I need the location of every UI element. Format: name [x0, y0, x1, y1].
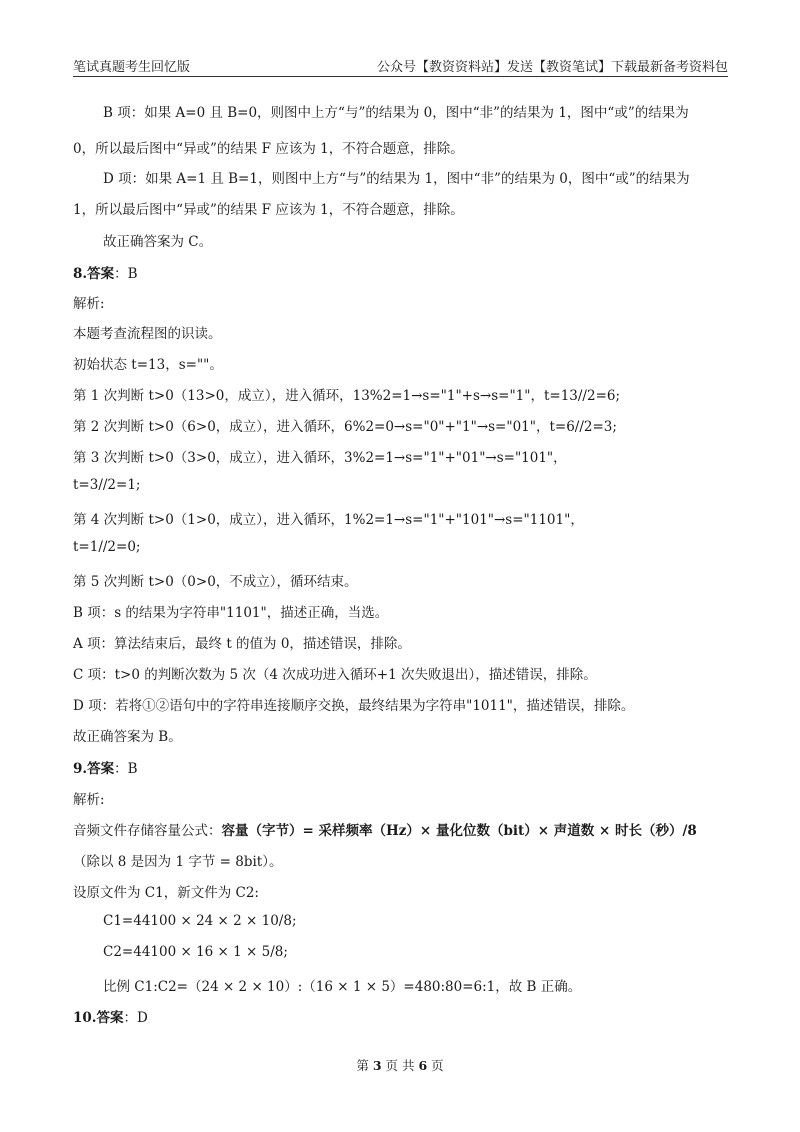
q9-answer-line [73, 757, 138, 777]
q9-ratio: 比例 C1:C2=（24 × 2 × 10）:（16 × 1 × 5）=480:80=6:1，故 B 正确。 [103, 979, 582, 995]
q9-number: 9.答案 [73, 761, 115, 777]
q9-formula-prefix: 音频文件存储容量公式： [73, 823, 222, 839]
q9-formula-note: （除以 8 是因为 1 字节 = 8bit）。 [73, 854, 283, 870]
q10-answer-line [73, 1006, 148, 1026]
q7-d-line-2: 1，所以最后图中“异或”的结果 F 应该为 1，不符合题意，排除。 [73, 202, 464, 218]
q8-answer-line [73, 262, 138, 282]
q8-line-7: 第 4 次判断 t>0（1>0，成立），进入循环，1%2=1→s="1"+"101"→s="1101"， [73, 512, 584, 528]
q7-b-line-2: 0，所以最后图中“异或”的结果 F 应该为 1，不符合题意，排除。 [73, 141, 464, 157]
footer-post: 页 [427, 1058, 444, 1073]
footer-total-pages: 6 [418, 1058, 428, 1073]
page-header [73, 56, 728, 77]
q7-d-line-1: D 项：如果 A=1 且 B=1，则图中上方“与”的结果为 1，图中“非”的结果为 0，图中“或”的结果为 [103, 171, 690, 187]
q9-formula: 容量（字节）= 采样频率（Hz）× 量化位数（bit）× 声道数 × 时长（秒）/8 [221, 823, 697, 839]
q8-line-13: D 项：若将①②语句中的字符串连接顺序交换，最终结果为字符串"1011"，描述错误，排除。 [73, 698, 635, 714]
q8-line-6: t=3//2=1; [73, 477, 141, 493]
page-footer [0, 1056, 800, 1074]
q10-answer: ：D [123, 1010, 148, 1026]
q9-setup: 设原文件为 C1，新文件为 C2: [73, 885, 259, 901]
q10-number: 10.答案 [73, 1010, 124, 1026]
q8-line-3: 第 1 次判断 t>0（13>0，成立），进入循环，13%2=1→s="1"+s→s="1"，t=13//2=6; [73, 388, 621, 404]
footer-page-number: 3 [372, 1058, 382, 1073]
q9-answer: ：B [114, 761, 138, 777]
q8-line-1: 本题考查流程图的识读。 [73, 326, 222, 342]
q9-analysis-label: 解析: [73, 792, 105, 808]
header-left-text: 笔试真题考生回忆版 [73, 60, 191, 75]
q9-formula-line [73, 819, 697, 839]
q9-c1: C1=44100 × 24 × 2 × 10/8; [103, 913, 297, 929]
q8-line-12: C 项：t>0 的判断次数为 5 次（4 次成功进入循环+1 次失败退出），描述错误，排除。 [73, 667, 597, 683]
q8-analysis-label: 解析: [73, 296, 105, 312]
q8-line-14: 故正确答案为 B。 [73, 729, 182, 745]
q8-line-10: B 项：s 的结果为字符串"1101"，描述正确，当选。 [73, 605, 389, 621]
q9-c2: C2=44100 × 16 × 1 × 5/8; [103, 944, 288, 960]
q8-line-11: A 项：算法结束后，最终 t 的值为 0，描述错误，排除。 [73, 636, 411, 652]
footer-pre: 第 [356, 1058, 373, 1073]
q8-line-8: t=1//2=0; [73, 539, 141, 555]
q8-line-2: 初始状态 t=13，s=""。 [73, 357, 223, 373]
q8-line-9: 第 5 次判断 t>0（0>0，不成立），循环结束。 [73, 574, 358, 590]
header-right-text: 公众号【教资资料站】发送【教资笔试】下载最新备考资料包 [376, 60, 728, 75]
q7-b-line-1: B 项：如果 A=0 且 B=0，则图中上方“与”的结果为 0，图中“非”的结果为 1，图中“或”的结果为 [103, 105, 689, 121]
q8-line-5: 第 3 次判断 t>0（3>0，成立），进入循环，3%2=1→s="1"+"01"→s="101"， [73, 450, 567, 466]
q8-answer: ：B [114, 266, 138, 282]
footer-mid: 页 共 [381, 1058, 419, 1073]
q8-line-4: 第 2 次判断 t>0（6>0，成立），进入循环，6%2=0→s="0"+"1"→s="01"，t=6//2=3; [73, 419, 617, 435]
q7-conclusion: 故正确答案为 C。 [103, 234, 213, 250]
q8-number: 8.答案 [73, 266, 115, 282]
